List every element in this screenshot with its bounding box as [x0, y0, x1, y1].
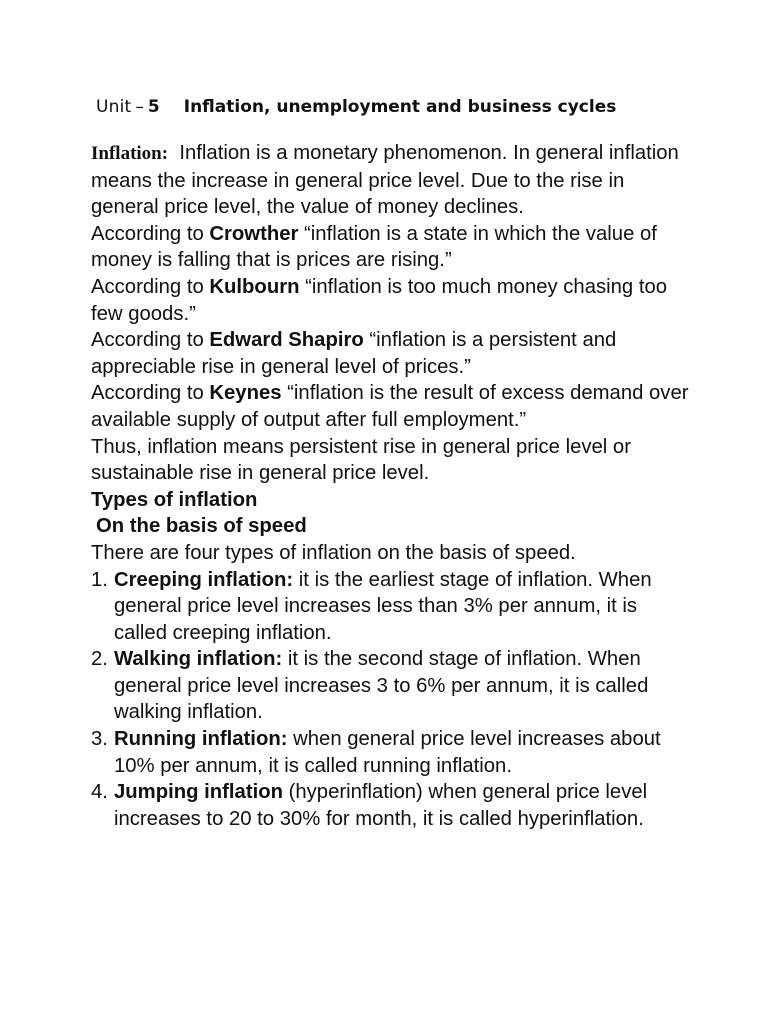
definition-paragraph — [91, 380, 691, 433]
list-item — [91, 726, 691, 779]
type-description: when general price level increases about 10% per annum, it is called running inflation. — [114, 728, 661, 777]
unit-title: Inflation, unemployment and business cycles — [183, 97, 617, 117]
type-term: Jumping inflation — [114, 781, 283, 804]
definition-quote: “inflation is a state in which the value of money is falling that is prices are rising.” — [91, 222, 657, 272]
unit-dash: – — [135, 97, 144, 117]
definition-author: Keynes — [209, 382, 282, 405]
intro-label: Inflation: — [91, 143, 169, 164]
document-body — [91, 140, 691, 832]
speed-intro: There are four types of inflation on the basis of speed. — [91, 541, 576, 564]
definition-prefix: According to — [91, 329, 210, 352]
definition-author: Crowther — [209, 222, 299, 245]
list-marker: 3. — [91, 728, 108, 751]
unit-heading — [96, 95, 616, 119]
types-heading: Types of inflation — [91, 488, 258, 511]
type-description: it is the second stage of inflation. When general price level increases 3 to 6% per annum, it is called walking inflation. — [114, 648, 649, 724]
list-marker: 2. — [91, 648, 108, 671]
inflation-types-list — [91, 567, 691, 833]
unit-label: Unit — [96, 97, 132, 117]
definition-quote: “inflation is the result of excess demand over available supply of output after full employment.” — [91, 382, 689, 431]
unit-number: 5 — [147, 97, 160, 117]
type-term: Running inflation: — [114, 728, 288, 751]
intro-text: Inflation is a monetary phenomenon. In general inflation means the increase in general price level. Due to the rise in general price level, the value of money declines. — [91, 142, 679, 219]
definition-prefix: According to — [91, 222, 210, 245]
type-description: it is the earliest stage of inflation. When general price level increases less than 3% per annum, it is called creeping inflation. — [114, 568, 652, 644]
list-marker: 4. — [91, 781, 108, 804]
speed-heading: On the basis of speed — [96, 515, 307, 538]
list-item — [91, 567, 691, 647]
list-item — [91, 779, 691, 832]
definition-prefix: According to — [91, 275, 210, 298]
definition-paragraph — [91, 274, 691, 327]
list-marker: 1. — [91, 568, 108, 591]
type-term: Walking inflation: — [114, 648, 283, 671]
type-description: (hyperinflation) when general price level increases to 20 to 30% for month, it is called hyperinflation. — [114, 781, 648, 830]
definition-quote: “inflation is a persistent and appreciable rise in general level of prices.” — [91, 329, 617, 378]
definition-prefix: According to — [91, 382, 210, 405]
intro-paragraph — [91, 140, 691, 221]
definition-author: Edward Shapiro — [209, 329, 364, 352]
conclusion-paragraph: Thus, inflation means persistent rise in general price level or sustainable rise in general price level. — [91, 435, 631, 485]
definition-author: Kulbourn — [209, 275, 300, 298]
list-item — [91, 646, 691, 726]
definition-quote: “inflation is too much money chasing too few goods.” — [91, 275, 668, 325]
type-term: Creeping inflation: — [114, 568, 294, 591]
definition-paragraph — [91, 221, 691, 274]
definition-paragraph — [91, 327, 691, 380]
